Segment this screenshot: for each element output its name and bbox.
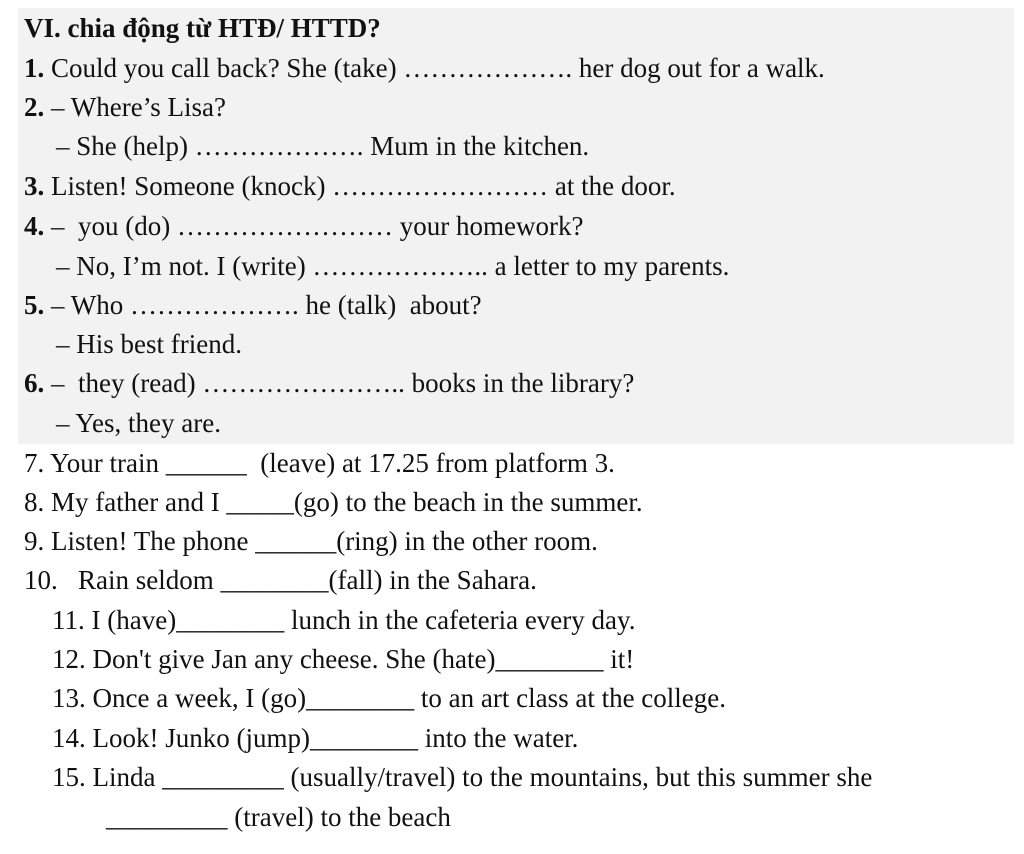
- exercise-item-9: 9. Listen! The phone ______(ring) in the other room.: [24, 526, 598, 556]
- item-number: 2.: [24, 92, 45, 122]
- exercise-item-7: 7. Your train ______ (leave) at 17.25 from platform 3.: [24, 448, 615, 478]
- item-number: 6.: [24, 368, 45, 398]
- exercise-item-2-answer: [56, 130, 589, 162]
- exercise-item-14: 14. Look! Junko (jump)________ into the water.: [52, 723, 579, 753]
- exercise-item-15: 15. Linda _________ (usually/travel) to the mountains, but this summer she: [52, 762, 873, 792]
- exercise-item-4: [24, 210, 583, 242]
- exercise-item-12: 12. Don't give Jan any cheese. She (hate)________ it!: [52, 644, 635, 674]
- exercise-item-5: [24, 289, 482, 321]
- exercise-title: VI. chia động từ HTĐ/ HTTD?: [24, 13, 381, 43]
- exercise-item-10: 10. Rain seldom ________(fall) in the Sahara.: [24, 565, 537, 595]
- exercise-item-1: [24, 52, 825, 84]
- item-text: – Yes, they are.: [56, 408, 221, 438]
- exercise-item-4-answer: [56, 250, 729, 282]
- item-number: 3.: [24, 171, 45, 201]
- item-text: – She (help) ………………. Mum in the kitchen.: [56, 131, 590, 161]
- item-text: Could you call back? She (take) ………………. her dog out for a walk.: [44, 53, 825, 83]
- item-text: – His best friend.: [56, 329, 242, 359]
- exercise-item-15-continued: _________ (travel) to the beach: [106, 802, 451, 832]
- item-number: 4.: [24, 211, 45, 241]
- item-number: 5.: [24, 290, 45, 320]
- item-text: – Who ………………. he (talk) about?: [44, 290, 482, 320]
- item-text: – Where’s Lisa?: [44, 92, 226, 122]
- exercise-item-5-answer: [56, 328, 242, 360]
- item-text: – you (do) …………………… your homework?: [44, 211, 584, 241]
- exercise-item-6: [24, 367, 634, 399]
- item-text: – No, I’m not. I (write) ……………….. a letter to my parents.: [56, 251, 730, 281]
- exercise-item-2: [24, 91, 226, 123]
- exercise-item-3: [24, 170, 676, 202]
- exercise-item-8: 8. My father and I _____(go) to the beach in the summer.: [24, 487, 643, 517]
- exercise-item-13: 13. Once a week, I (go)________ to an art class at the college.: [52, 683, 727, 713]
- item-text: – they (read) ………………….. books in the library?: [44, 368, 635, 398]
- item-number: 1.: [24, 53, 45, 83]
- exercise-item-6-answer: [56, 407, 221, 439]
- item-text: Listen! Someone (knock) …………………… at the door.: [44, 171, 676, 201]
- exercise-item-11: 11. I (have)________ lunch in the cafeteria every day.: [52, 605, 636, 635]
